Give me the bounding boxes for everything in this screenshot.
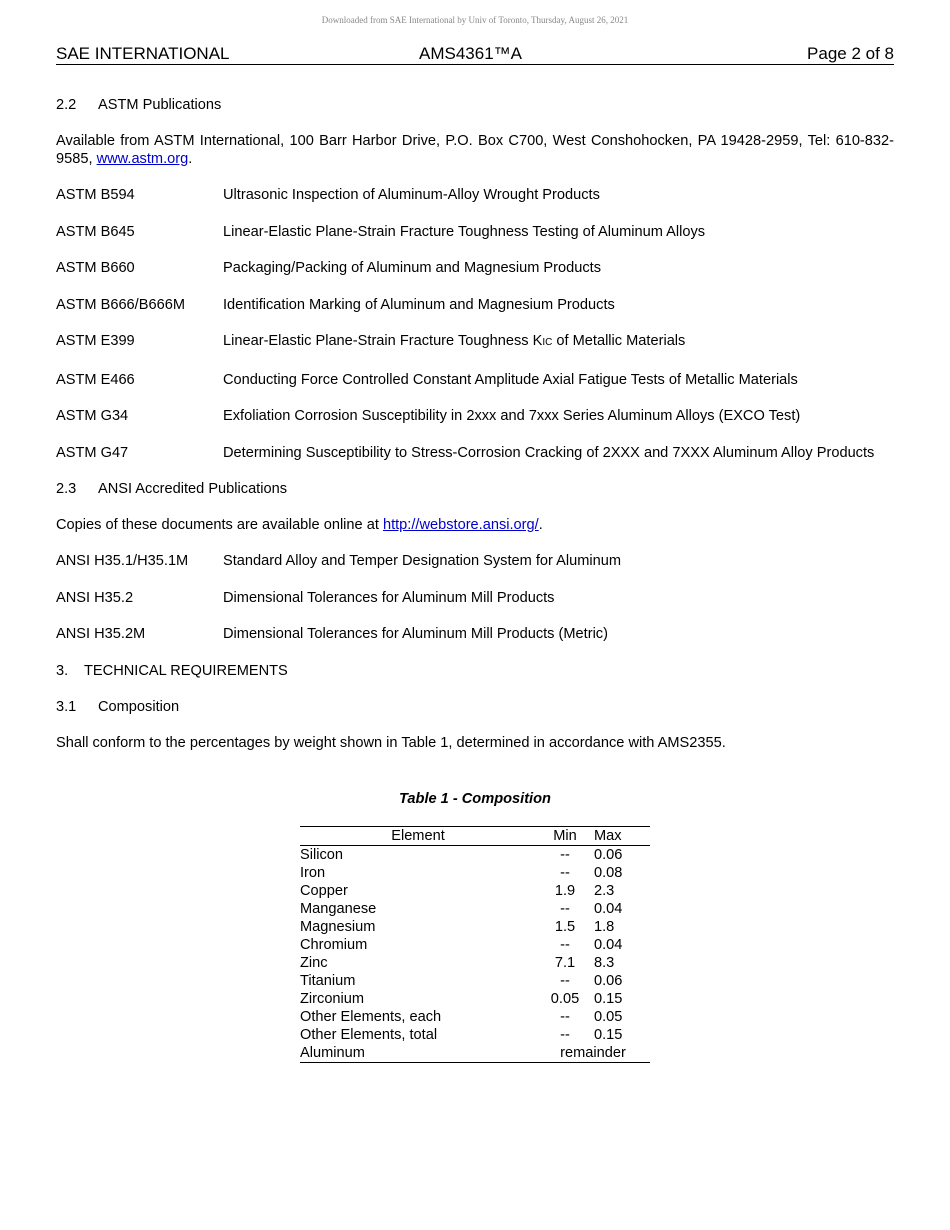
composition-text: Shall conform to the percentages by weight shown in Table 1, determined in accordance with AMS2355. bbox=[56, 734, 726, 751]
reference-row bbox=[56, 296, 894, 314]
min-cell: 1.5 bbox=[554, 918, 576, 935]
reference-title: Conducting Force Controlled Constant Amplitude Axial Fatigue Tests of Metallic Materials bbox=[223, 371, 798, 388]
section-title: ANSI Accredited Publications bbox=[98, 481, 288, 497]
header-doc-id: AMS4361™A bbox=[419, 44, 522, 63]
max-cell: 0.05 bbox=[594, 1008, 623, 1025]
table-title: Table 1 - Composition bbox=[399, 790, 551, 807]
ansi-link[interactable]: http://webstore.ansi.org/ bbox=[382, 517, 539, 533]
section-number: 3.1 bbox=[56, 698, 77, 715]
reference-row bbox=[56, 259, 894, 277]
min-cell: 0.05 bbox=[550, 990, 580, 1007]
min-cell: -- bbox=[560, 1026, 570, 1043]
astm-link[interactable]: www.astm.org bbox=[96, 151, 189, 167]
section-number: 3. bbox=[56, 662, 69, 679]
element-cell: Chromium bbox=[300, 936, 368, 953]
header-min: Min bbox=[553, 827, 577, 844]
reference-code: ASTM E466 bbox=[56, 371, 135, 388]
reference-code: ANSI H35.1/H35.1M bbox=[56, 553, 189, 569]
table-row bbox=[300, 936, 650, 954]
max-cell: 0.08 bbox=[594, 864, 623, 881]
header-element: Element bbox=[391, 827, 445, 844]
element-cell: Other Elements, total bbox=[300, 1026, 438, 1043]
element-cell: Magnesium bbox=[300, 918, 376, 935]
page-content bbox=[56, 96, 894, 1063]
min-cell: -- bbox=[560, 1008, 570, 1025]
reference-code: ASTM B666/B666M bbox=[56, 296, 185, 313]
page-header bbox=[56, 44, 894, 65]
reference-title: Exfoliation Corrosion Susceptibility in 2xxx and 7xxx Series Aluminum Alloys (EXCO Test) bbox=[223, 408, 801, 424]
reference-title: Dimensional Tolerances for Aluminum Mill Products bbox=[223, 589, 555, 606]
reference-row bbox=[56, 444, 894, 462]
reference-title: Standard Alloy and Temper Designation System for Aluminum bbox=[223, 553, 622, 569]
reference-title: Ultrasonic Inspection of Aluminum-Alloy Wrought Products bbox=[223, 187, 600, 203]
header-org: SAE INTERNATIONAL bbox=[56, 44, 230, 63]
table-header-row bbox=[300, 826, 650, 845]
section-number: 2.3 bbox=[56, 481, 77, 497]
min-cell: -- bbox=[560, 900, 570, 917]
table-row bbox=[300, 954, 650, 972]
reference-code: ASTM B594 bbox=[56, 187, 135, 203]
table-row bbox=[300, 882, 650, 900]
reference-row bbox=[56, 625, 894, 643]
reference-row bbox=[56, 186, 894, 204]
section-3-heading bbox=[56, 662, 894, 680]
max-cell: 8.3 bbox=[594, 954, 615, 971]
ansi-intro bbox=[56, 516, 894, 534]
max-cell: 0.15 bbox=[594, 990, 623, 1007]
element-cell: Manganese bbox=[300, 900, 377, 917]
max-cell: 1.8 bbox=[594, 918, 615, 935]
table-row bbox=[300, 864, 650, 882]
reference-row bbox=[56, 371, 894, 389]
section-2-3-heading bbox=[56, 480, 894, 498]
reference-code: ASTM B645 bbox=[56, 223, 135, 240]
table-row bbox=[300, 1008, 650, 1026]
table-row bbox=[300, 918, 650, 936]
element-cell: Other Elements, each bbox=[300, 1008, 442, 1025]
astm-intro-text: Available from ASTM International, 100 Barr Harbor Drive, P.O. Box C700, West Conshohocken, PA 19428-2959, Tel: 610-832-9585, bbox=[56, 133, 894, 167]
reference-code: ASTM G47 bbox=[56, 444, 129, 461]
table-row bbox=[300, 1044, 650, 1063]
element-cell: Zinc bbox=[300, 954, 328, 971]
remainder-cell: remainder bbox=[560, 1044, 626, 1061]
reference-title-part: of Metallic Materials bbox=[552, 333, 686, 349]
reference-code: ASTM B660 bbox=[56, 260, 135, 276]
table-row bbox=[300, 990, 650, 1008]
max-cell: 0.06 bbox=[594, 846, 623, 863]
reference-code: ANSI H35.2 bbox=[56, 589, 134, 606]
reference-row bbox=[56, 552, 894, 570]
element-cell: Copper bbox=[300, 882, 348, 899]
table-row bbox=[300, 845, 650, 864]
table-row bbox=[300, 900, 650, 918]
max-cell: 0.15 bbox=[594, 1026, 623, 1043]
ansi-intro-end: . bbox=[538, 517, 543, 533]
min-cell: 1.9 bbox=[554, 882, 576, 899]
astm-intro-end: . bbox=[188, 151, 193, 167]
reference-row bbox=[56, 589, 894, 607]
element-cell: Zirconium bbox=[300, 990, 365, 1007]
min-cell: -- bbox=[560, 846, 570, 863]
reference-row bbox=[56, 332, 894, 352]
section-title: Composition bbox=[98, 698, 180, 715]
section-title: ASTM Publications bbox=[98, 97, 222, 113]
max-cell: 0.04 bbox=[594, 936, 623, 953]
ansi-intro-text: Copies of these documents are available online at bbox=[56, 517, 383, 533]
reference-code: ASTM E399 bbox=[56, 333, 135, 349]
section-3-1-heading bbox=[56, 698, 894, 716]
section-title: TECHNICAL REQUIREMENTS bbox=[84, 662, 288, 679]
table-row bbox=[300, 972, 650, 990]
reference-title-part: Linear-Elastic Plane-Strain Fracture Toughness K bbox=[223, 333, 543, 349]
element-cell: Aluminum bbox=[300, 1044, 365, 1061]
astm-intro bbox=[56, 132, 894, 168]
download-note: Downloaded from SAE International by Univ of Toronto, Thursday, August 26, 2021 bbox=[321, 15, 629, 25]
reference-title bbox=[223, 332, 894, 352]
min-cell: -- bbox=[560, 972, 570, 989]
max-cell: 0.04 bbox=[594, 900, 623, 917]
reference-title: Linear-Elastic Plane-Strain Fracture Toughness Testing of Aluminum Alloys bbox=[223, 223, 706, 240]
reference-title: Identification Marking of Aluminum and Magnesium Products bbox=[223, 296, 615, 313]
element-cell: Titanium bbox=[300, 972, 356, 989]
element-cell: Iron bbox=[300, 864, 326, 881]
composition-table bbox=[300, 826, 650, 1063]
reference-title: Dimensional Tolerances for Aluminum Mill Products (Metric) bbox=[223, 626, 608, 642]
min-cell: -- bbox=[560, 864, 570, 881]
max-cell: 2.3 bbox=[594, 882, 615, 899]
section-2-2-heading bbox=[56, 96, 894, 114]
reference-row bbox=[56, 223, 894, 241]
min-cell: 7.1 bbox=[554, 954, 576, 971]
reference-title: Packaging/Packing of Aluminum and Magnesium Products bbox=[223, 260, 602, 276]
section-number: 2.2 bbox=[56, 97, 77, 113]
reference-row bbox=[56, 407, 894, 425]
element-cell: Silicon bbox=[300, 846, 343, 863]
reference-title: Determining Susceptibility to Stress-Corrosion Cracking of 2XXX and 7XXX Aluminum Alloy Products bbox=[223, 444, 875, 461]
header-max: Max bbox=[594, 827, 622, 844]
header-page-number: Page 2 of 8 bbox=[807, 44, 894, 63]
reference-code: ANSI H35.2M bbox=[56, 626, 146, 642]
max-cell: 0.06 bbox=[594, 972, 623, 989]
subscript: IC bbox=[542, 337, 553, 348]
table-row bbox=[300, 1026, 650, 1044]
min-cell: -- bbox=[560, 936, 570, 953]
reference-code: ASTM G34 bbox=[56, 408, 129, 424]
